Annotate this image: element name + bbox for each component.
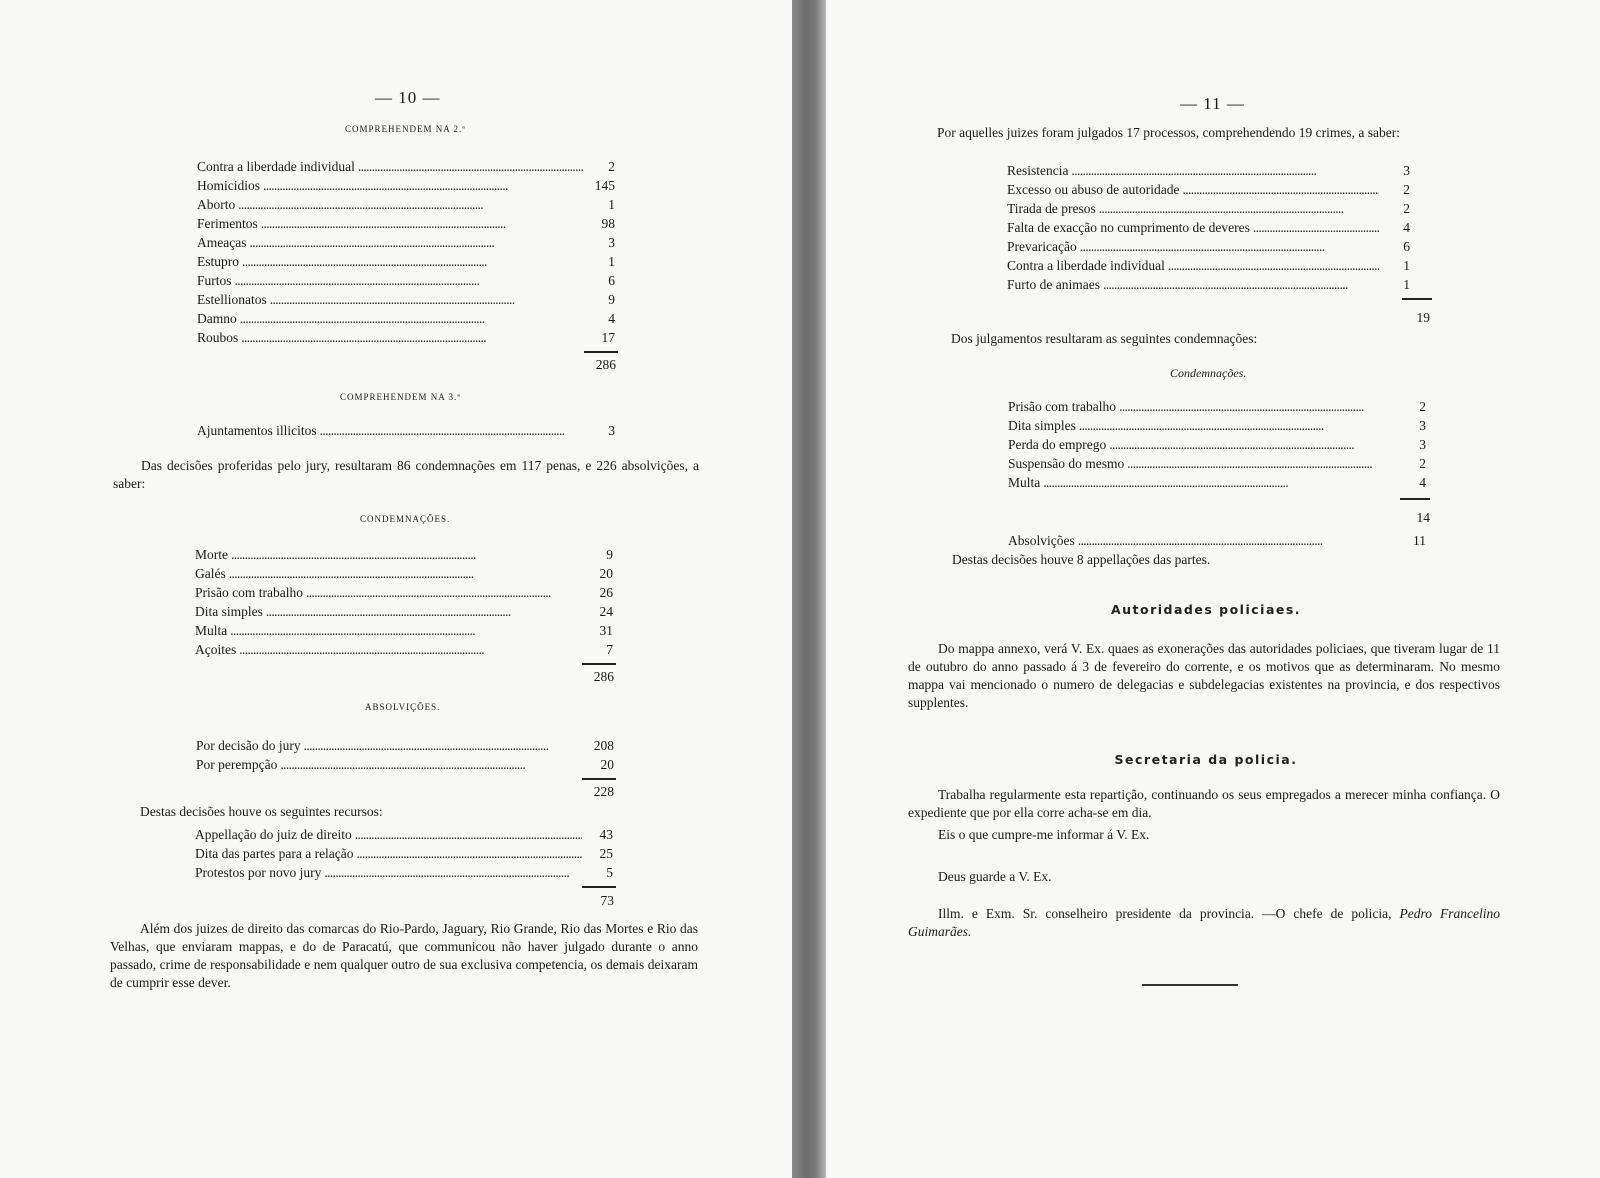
table-row: Dita simples . . . 24 xyxy=(195,603,613,620)
table-row: Morte . . . 9 xyxy=(195,546,613,563)
paragraph: Destas decisões houve os seguintes recursos: xyxy=(140,804,383,819)
total-value: 286 xyxy=(595,357,616,372)
page-number: — 10 — xyxy=(375,88,441,107)
section-heading: Condemnações. xyxy=(1170,366,1247,380)
table-row: Homicidios . . . 145 xyxy=(197,177,615,194)
table-row: Falta de exacção no cumprimento de deveres . . . 4 xyxy=(1007,219,1410,236)
table-row: Prevaricação . . . 6 xyxy=(1007,238,1410,255)
table-row: Appellação do juiz de direito . . . 43 xyxy=(195,826,613,843)
closing-paragraph xyxy=(908,905,1500,941)
total-value: 228 xyxy=(593,784,614,799)
table-row: Roubos . . . 17 xyxy=(197,329,615,346)
sum-rule xyxy=(582,663,616,665)
table-row: Estupro . . . 1 xyxy=(197,253,615,270)
end-rule xyxy=(1142,984,1238,986)
table-row: Ajuntamentos illicitos . . . 3 xyxy=(197,422,615,439)
paragraph: Além dos juizes de direito das comarcas do Rio-Pardo, Jaguary, Rio Grande, Rio das Mortes e Rio das Velhas, que enviaram mappas, e do de Paracatú, que communicou não haver julgado durante o anno passado, crime de responsabilidade e nem qualquer outro de sua exclusiva competencia, os demais deixaram de cumprir esse dever. xyxy=(110,921,698,990)
paragraph: Das decisões proferidas pelo jury, resultaram 86 condemnações em 117 penas, e 226 absolvições, a saber: xyxy=(113,458,699,491)
total-value: 19 xyxy=(1416,310,1430,325)
table-row: Tirada de presos . . . 2 xyxy=(1007,200,1410,217)
paragraph: Deus guarde a V. Ex. xyxy=(938,869,1052,884)
book-gutter xyxy=(792,0,826,1178)
paragraph: Por aquelles juizes foram julgados 17 processos, comprehendendo 19 crimes, a saber: xyxy=(937,125,1400,140)
paragraph: Destas decisões houve 8 appellações das partes. xyxy=(952,552,1211,567)
table-row: Excesso ou abuso de autoridade . . . 2 xyxy=(1007,181,1410,198)
total-value: 286 xyxy=(593,669,614,684)
table-row: Perda do emprego . . . 3 xyxy=(1008,436,1426,453)
section-heading: ABSOLVIÇÕES. xyxy=(365,702,441,712)
total-value: 73 xyxy=(600,893,614,908)
section-heading: CONDEMNAÇÕES. xyxy=(360,514,451,524)
section-heading: COMPREHENDEM NA 2.ª xyxy=(345,124,466,134)
table-row: Furtos . . . 6 xyxy=(197,272,615,289)
section-heading: Secretaria da policia. xyxy=(1114,752,1298,767)
sum-rule xyxy=(1400,498,1430,500)
section-heading: Autoridades policiaes. xyxy=(1110,602,1302,617)
paragraph: Eis o que cumpre-me informar á V. Ex. xyxy=(938,827,1150,842)
table-row: Por perempção . . . 20 xyxy=(196,756,614,773)
table-row: Açoites . . . 7 xyxy=(195,641,613,658)
table-row: Aborto . . . 1 xyxy=(197,196,615,213)
section-heading: COMPREHENDEM NA 3.ª xyxy=(340,392,461,402)
paragraph: Trabalha regularmente esta repartição, continuando os seus empregados a merecer minha confiança. O expediente que por ella corre acha-se em dia. xyxy=(908,787,1500,820)
table-row: Multa . . . 4 xyxy=(1008,474,1426,491)
signature: Pedro Francelino Guimarães. xyxy=(908,906,1501,939)
table-row: Prisão com trabalho . . . 2 xyxy=(1008,398,1426,415)
table-row: Furto de animaes . . . 1 xyxy=(1007,276,1410,293)
table-row: Protestos por novo jury . . . 5 xyxy=(195,864,613,881)
table-row: Suspensão do mesmo . . . 2 xyxy=(1008,455,1426,472)
table-row: Dita das partes para a relação . . . 25 xyxy=(195,845,613,862)
table-row: Absolvições . . . 11 xyxy=(1008,532,1426,549)
table-row: Dita simples . . . 3 xyxy=(1008,417,1426,434)
table-row: Galés . . . 20 xyxy=(195,565,613,582)
table-row: Contra a liberdade individual . . . 2 xyxy=(197,158,615,175)
table-row: Multa . . . 31 xyxy=(195,622,613,639)
right-page xyxy=(826,0,1600,1178)
sum-rule xyxy=(1402,298,1432,300)
closing-text: Illm. e Exm. Sr. conselheiro presidente da provincia. —O chefe de policia, xyxy=(938,906,1392,921)
sum-rule xyxy=(584,351,618,353)
page-number: — 11 — xyxy=(1180,94,1245,113)
table-row: Ameaças . . . 3 xyxy=(197,234,615,251)
table-row: Resistencia . . . 3 xyxy=(1007,162,1410,179)
table-row: Damno . . . 4 xyxy=(197,310,615,327)
table-row: Estellionatos . . . 9 xyxy=(197,291,615,308)
sum-rule xyxy=(582,778,616,780)
paragraph: Do mappa annexo, verá V. Ex. quaes as exonerações das autoridades policiaes, que tiveram lugar de 11 de outubro do anno passado á 3 de fevereiro do corrente, e os motivos que as determinaram. No mesmo mappa vai mencionado o numero de delegacias e subdelegacias existentes na provincia, e dos respectivos supplentes. xyxy=(908,641,1500,710)
table-row: Ferimentos . . . 98 xyxy=(197,215,615,232)
table-row: Prisão com trabalho . . . 26 xyxy=(195,584,613,601)
total-value: 14 xyxy=(1416,510,1430,525)
left-page xyxy=(0,0,792,1178)
sum-rule xyxy=(582,886,616,888)
paragraph: Dos julgamentos resultaram as seguintes condemnações: xyxy=(951,331,1258,346)
table-row: Por decisão do jury . . . 208 xyxy=(196,737,614,754)
table-row: Contra a liberdade individual . . . 1 xyxy=(1007,257,1410,274)
